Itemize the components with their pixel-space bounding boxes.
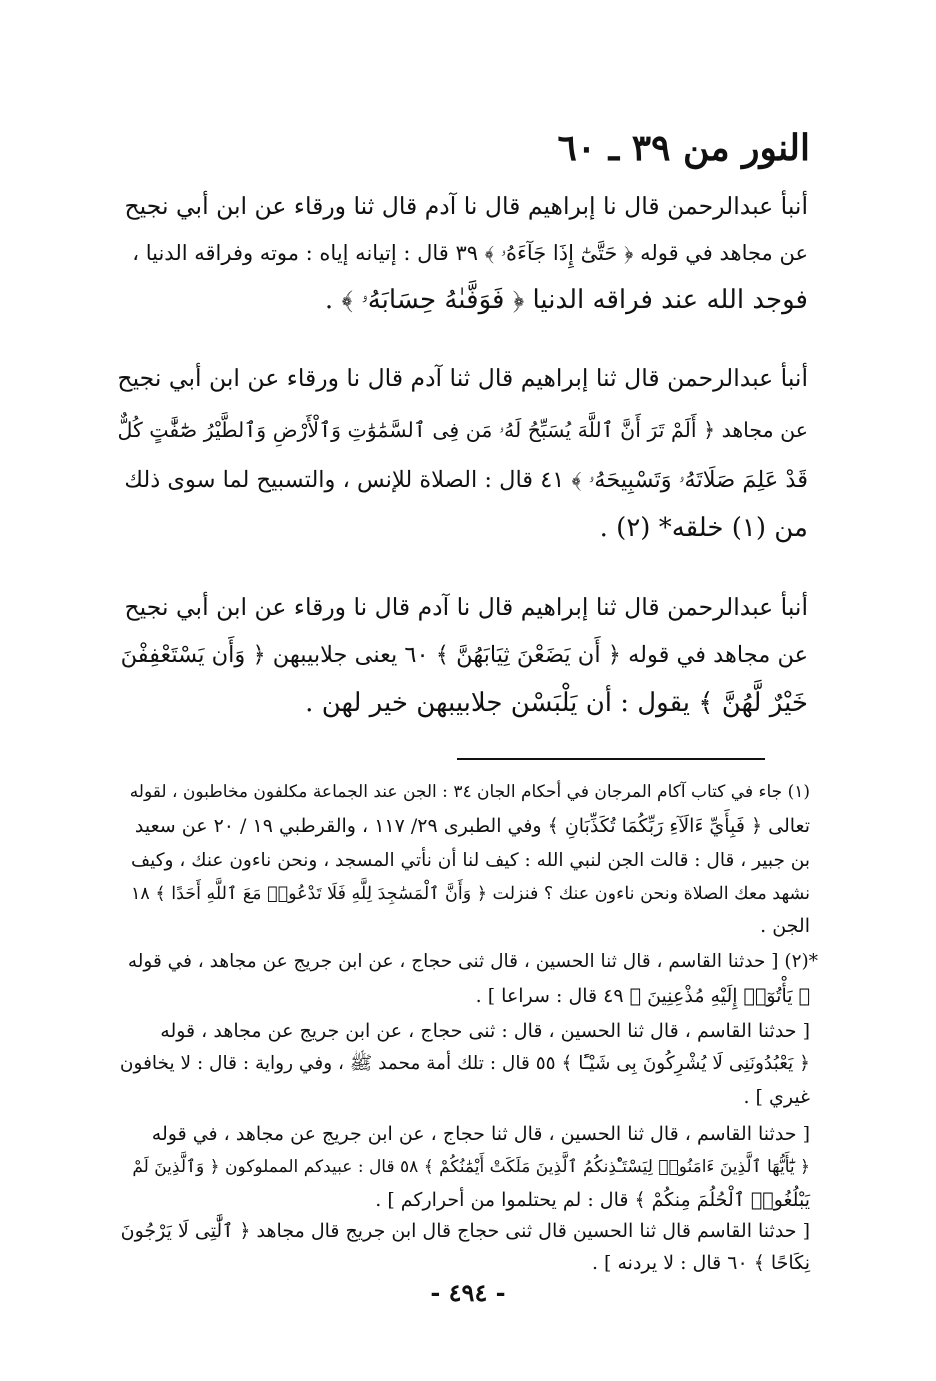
paragraph-line: عن مجاهد في قوله ﴿ أَن يَضَعْنَ ثِيَابَهُنَّ ﴾ ٦٠ يعنى جلابيبهن ﴿ وَأَن يَسْتَعْفِفْنَ (120, 642, 808, 668)
footnote-line: الجن . (760, 915, 810, 937)
paragraph-line: عن مجاهد ﴿ أَلَمْ تَرَ أَنَّ ٱللَّهَ يُسَبِّحُ لَهُۥ مَن فِى ٱلسَّمَٰوَٰتِ وَٱلْأَرْضِ وَٱلطَّيْرُ صَٰٓفَّٰتٍ كُلٌّ (117, 418, 808, 442)
paragraph-line: أنبأ عبدالرحمن قال ثنا إبراهيم قال ثنا آدم قال نا ورقاء عن ابن أبي نجيح (117, 364, 808, 392)
footnote-separator (457, 758, 765, 760)
paragraph-line: قَدْ عَلِمَ صَلَاتَهُۥ وَتَسْبِيحَهُۥ ﴾ ٤١ قال : الصلاة للإنس ، والتسبيح لما سوى ذلك (124, 467, 808, 493)
paragraph-line: أنبأ عبدالرحمن قال ثنا إبراهيم قال نا آدم قال نا ورقاء عن ابن أبي نجيح (124, 593, 808, 621)
paragraph-line: عن مجاهد في قوله ﴿ حَتَّىٰٓ إِذَا جَآءَهُۥ ﴾ ٣٩ قال : إتيانه إياه : موته وفراقه الدنيا ، (132, 241, 808, 265)
footnote-line: ﴿ يَأْتُوٓا۟ إِلَيْهِ مُذْعِنِينَ ﴾ ٤٩ قال : سراعا ] . (475, 985, 810, 1007)
paragraph-line: خَيْرٌ لَّهُنَّ ﴾ يقول : أن يَلْبَسْن جلابيبهن خير لهن . (305, 688, 808, 718)
footnote-line: غيري ] . (743, 1086, 810, 1108)
footnote-line: (١) جاء في كتاب آكام المرجان في أحكام الجان ٣٤ : الجن عند الجماعة مكلفون مخاطبون ، لقوله (129, 782, 810, 802)
footnote-line: [ حدثنا القاسم ، قال ثنا الحسين ، قال ثنا حجاج ، عن ابن جريج عن مجاهد ، في قوله (151, 1123, 810, 1145)
footnote-line: ﴿ يَٰٓأَيُّهَا ٱلَّذِينَ ءَامَنُوا۟ لِيَسْتَـْٔذِنكُمُ ٱلَّذِينَ مَلَكَتْ أَيْمَٰنُكُمْ ﴾ ٥٨ قال : عبيدكم المملوكون ﴿ وَٱلَّذِينَ لَمْ (132, 1157, 810, 1177)
footnote-line: [ حدثنا القاسم ، قال ثنا الحسين ، قال : ثنى حجاج ، عن ابن جريج عن مجاهد ، قوله (160, 1020, 810, 1042)
footnote-line: ﴿ يَعْبُدُونَنِى لَا يُشْرِكُونَ بِى شَيْـًٔا ﴾ ٥٥ قال : تلك أمة محمد ﷺ ، وفي رواية : قال : لا يخافون (119, 1053, 810, 1074)
paragraph-line: فوجد الله عند فراقه الدنيا ﴿ فَوَفَّىٰهُ حِسَابَهُۥ ﴾ . (324, 285, 808, 315)
footnote-line: تعالى ﴿ فَبِأَيِّ ءَالَآءِ رَبِّكُمَا تُكَذِّبَانِ ﴾ وفي الطبرى ٢٩/ ١١٧ ، والقرطبي ١٩ / ٢٠ عن سعيد (134, 815, 810, 837)
footnote-line: *(٢) [ حدثنا القاسم ، قال ثنا الحسين ، قال ثنى حجاج ، عن ابن جريج عن مجاهد ، في قوله (127, 951, 818, 972)
footnote-line: [ حدثنا القاسم قال ثنا الحسين قال ثنى حجاج قال ابن جريج قال مجاهد ﴿ ٱلَّٰتِى لَا يَرْجُونَ (120, 1220, 810, 1242)
page-heading: النور من ٣٩ ـ ٦٠ (557, 127, 810, 169)
footnote-line: نشهد معك الصلاة ونحن ناءون عنك ؟ فنزلت ﴿ وَأَنَّ ٱلْمَسَٰجِدَ لِلَّهِ فَلَا تَدْعُوا۟ مَعَ ٱللَّهِ أَحَدًا ﴾ ١٨ (131, 884, 810, 904)
footnote-line: نِكَاحًا ﴾ ٦٠ قال : لا يردنه ] . (591, 1252, 810, 1274)
page-number: - ٤٩٤ - (430, 1278, 506, 1307)
paragraph-line: أنبأ عبدالرحمن قال نا إبراهيم قال نا آدم قال ثنا ورقاء عن ابن أبي نجيح (124, 192, 808, 220)
paragraph-line: من (١) خلقه* (٢) . (599, 513, 808, 543)
footnote-line: بن جبير ، قال : قالت الجن لنبي الله : كيف لنا أن نأتي المسجد ، ونحن ناءون عنك ، وكيف (131, 850, 810, 871)
footnote-line: يَبْلُغُوا۟ ٱلْحُلُمَ مِنكُمْ ﴾ قال : لم يحتلموا من أحراركم ] . (375, 1189, 810, 1211)
